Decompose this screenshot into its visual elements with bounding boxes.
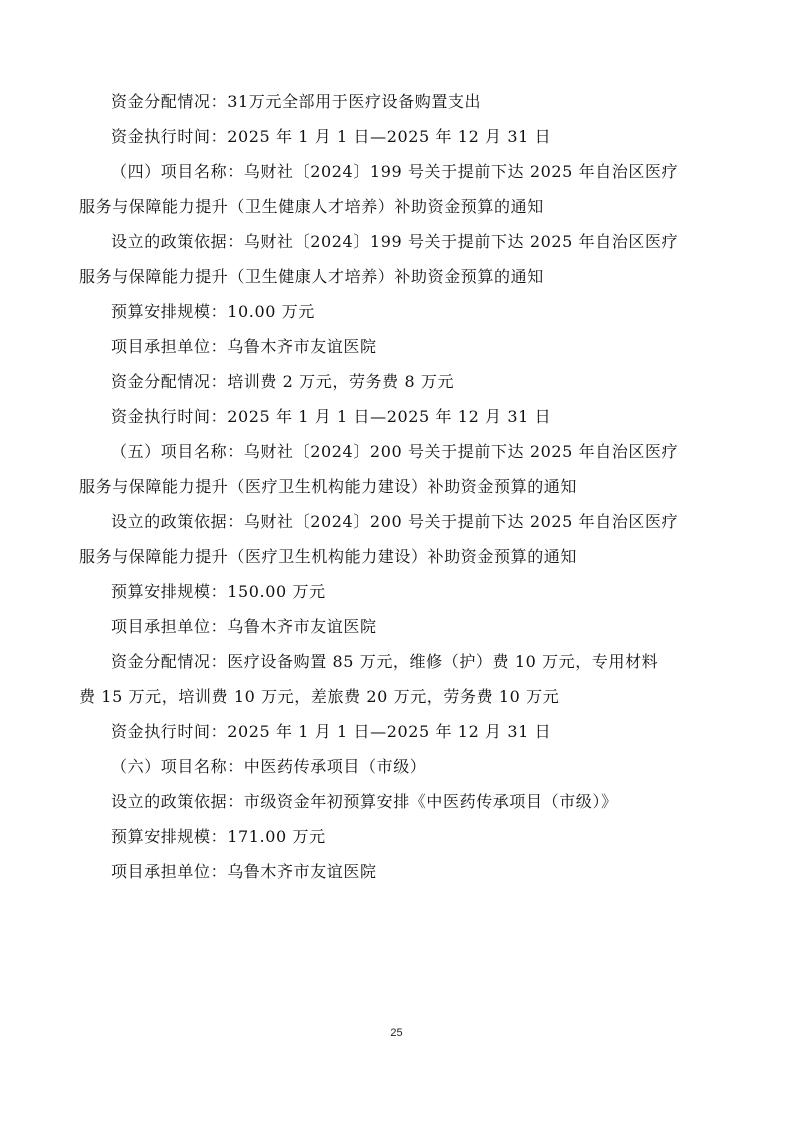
page-number: 25 xyxy=(390,1027,403,1039)
fund-allocation-line: 资金分配情况：医疗设备购置 85 万元，维修（护）费 10 万元，专用材料 xyxy=(111,652,659,671)
execution-time-line: 资金执行时间：2025 年 1 月 1 日—2025 年 12 月 31 日 xyxy=(111,127,552,146)
project-six-title-line: （六）项目名称：中医药传承项目（市级） xyxy=(111,757,427,776)
responsible-unit-line: 项目承担单位：乌鲁木齐市友谊医院 xyxy=(111,862,377,881)
document-body xyxy=(79,84,711,889)
fund-allocation-line: 资金分配情况：31万元全部用于医疗设备购置支出 xyxy=(111,92,482,111)
budget-scale-line: 预算安排规模：171.00 万元 xyxy=(111,827,326,846)
fund-allocation-continuation: 费 15 万元，培训费 10 万元，差旅费 20 万元，劳务费 10 万元 xyxy=(79,687,560,706)
execution-time-line: 资金执行时间：2025 年 1 月 1 日—2025 年 12 月 31 日 xyxy=(111,722,552,741)
responsible-unit-line: 项目承担单位：乌鲁木齐市友谊医院 xyxy=(111,337,377,356)
execution-time-line: 资金执行时间：2025 年 1 月 1 日—2025 年 12 月 31 日 xyxy=(111,407,552,426)
project-four-title-line: （四）项目名称：乌财社〔2024〕199 号关于提前下达 2025 年自治区医疗 xyxy=(111,162,679,181)
policy-basis-line: 设立的政策依据：市级资金年初预算安排《中医药传承项目（市级）》 xyxy=(111,792,618,811)
budget-scale-line: 预算安排规模：10.00 万元 xyxy=(111,302,315,321)
policy-basis-line: 设立的政策依据：乌财社〔2024〕199 号关于提前下达 2025 年自治区医疗 xyxy=(111,232,679,251)
project-five-title-line: （五）项目名称：乌财社〔2024〕200 号关于提前下达 2025 年自治区医疗 xyxy=(111,442,679,461)
policy-basis-continuation: 服务与保障能力提升（医疗卫生机构能力建设）补助资金预算的通知 xyxy=(79,547,578,566)
fund-allocation-line: 资金分配情况：培训费 2 万元，劳务费 8 万元 xyxy=(111,372,455,391)
project-four-title-continuation: 服务与保障能力提升（卫生健康人才培养）补助资金预算的通知 xyxy=(79,197,544,216)
budget-scale-line: 预算安排规模：150.00 万元 xyxy=(111,582,326,601)
policy-basis-continuation: 服务与保障能力提升（卫生健康人才培养）补助资金预算的通知 xyxy=(79,267,544,286)
responsible-unit-line: 项目承担单位：乌鲁木齐市友谊医院 xyxy=(111,617,377,636)
project-five-title-continuation: 服务与保障能力提升（医疗卫生机构能力建设）补助资金预算的通知 xyxy=(79,477,578,496)
policy-basis-line: 设立的政策依据：乌财社〔2024〕200 号关于提前下达 2025 年自治区医疗 xyxy=(111,512,679,531)
